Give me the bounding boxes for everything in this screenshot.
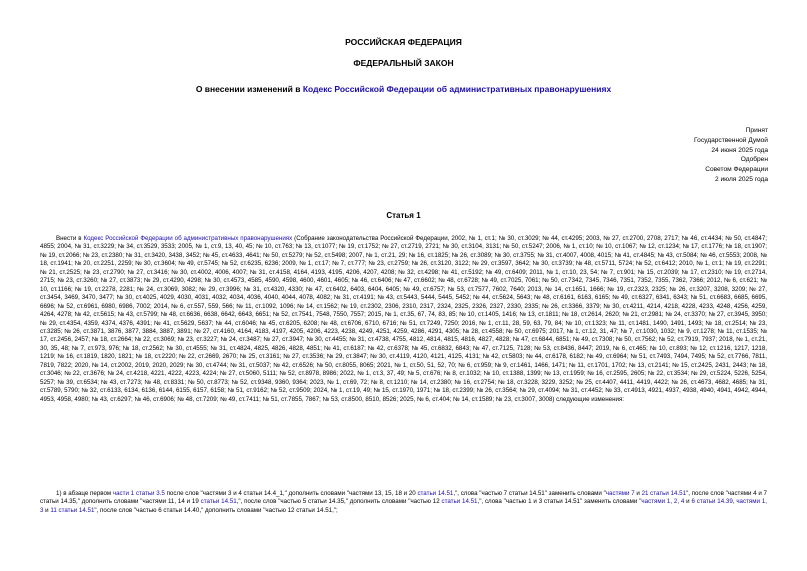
amendment-text: ,", слова "частью 1 и 3 статьи 14.51" заменить словами " [477,498,642,506]
adoption-line-2: Государственной Думой [694,136,768,144]
intro-text: (Собрание законодательства Российской Федерации, 2002, № 1, ст.1; № 30, ст.3029; № 44, ст.4295; 2003, № 27, ст.2700, 2708, 2717; № 46, ст.4434; № 50, ст.4847; 4855; 2004, № 31, ст.3229; № 34, ст.3529, 3533; 2005, № 1, ст.9, 13, 40, 45; № 10, ст.763; № 13, ст.1077; № 19, ст.1752; № 27, ст.2719, 2721; № 30, ст.3104, 3131; № 50, ст.5247; 2006, № 1, ст.10; № 10, ст.1067; № 12, ст.1234; № 17, ст.1776; № 18, ст.1907; № 19, ст.2066; № 23, ст.2380; № 31, ст.3420, 3438, 3452; № 45, ст.4633, 4641; № 50, ст.5279; № 52, ст.5498; 2007, № 1, ст.21, 29; № 16, ст.1825; № 26, ст.3089; № 30, ст.3755; № 31, ст.4007, 4008, 4015; № 41, ст.4845; № 43, ст.5084; № 46, ст.5553; 2008, № 18, ст.1941; № 20, ст.2251, 2259; № 30, ст.3604; № 49, ст.5745; № 52, ст.6235, 6236; 2009, № 1, ст.17; № 7, ст.777; № 23, ст.2759; № 26, ст.3120, 3122; № 29, ст.3597, 3642; № 30, ст.3739; № 48, ст.5711, 5724; № 52, ст.6412; 2010, № 1, ст.1; № 19, ст.2291; № 21, ст.2525; № 23, ст.2790; № 27, ст.3416; № 30, ст.4002, 4006, 4007; № 31, ст.4158, 4164, 4193, 4195, 4206, 4207, 4208; № 32, ст.4298; № 41, ст.5192; № 49, ст.6409; 2011, № 1, ст.10, 23, 54; № 7, ст.901; № 15, ст.2039; № 17, ст.2310; № 19, ст.2714, 2715; № 23, ст.3260; № 27, ст.3873; № 29, ст.4290, 4298; № 30, ст.4573, 4585, 4590, 4598, 4600, 4601, 4605; № 46, ст.6406; № 47, ст.6602; № 48, ст.6728; № 49, ст.7025, 7061; № 50, ст.7342, 7345, 7346, 7351, 7352, 7355, 7362, 7366; 2012, № 6, ст.621; № 10, ст.1166; № 19, ст.2278, 2281; № 24, ст.3069, 3082; № 29, ст.3996; № 31, ст.4320, 4330; № 47, ст.6402, 6403, 6404, 6405; № 49, ст.6757; № 53, ст.7577, 7602, 7640; 2013, № 14, ст.1651, 1666; № 19, ст.2323, 2325; № 26, ст.3207, 3208, 3209; № 27, ст.3454, 3469, 3470, 3477; № 30, ст.4025, 4029, 4030, 4031, 4032, 4034, 4036, 4040, 4044, 4078, 4082; № 31, ст.4191; № 43, ст.5443, 5444, 5445, 5452; № 44, ст.5624, 5643; № 48, ст.6161, 6163, 6165; № 49, ст.6327, 6341, 6343; № 51, ст.6683, 6685, 6695, 6696; № 52, ст.6961, 6980, 6986, 7002; 2014, № 6, ст.557, 559, 566; № 11, ст.1092, 1096; № 14, ст.1562; № 19, ст.2302, 2306, 2310, 2317, 2324, 2325, 2326, 2327, 2330, 2335; № 26, ст.3366, 3379; № 30, ст.4211, 4214, 4218, 4228, 4233, 4248, 4256, 4259, 4264, 4278; № 42, ст.5615; № 43, ст.5799; № 48, ст.6636, 6638, 6642, 6643, 6651; № 52, ст.7541, 7548, 7550, 7557; 2015, № 1, ст.35, 67, 74, 83, 85; № 10, ст.1405, 1416; № 13, ст.1811; № 18, ст.2614, 2620; № 21, ст.2981; № 24, ст.3370; № 27, ст.3945, 3950; № 29, ст.4354, 4359, 4374, 4376, 4391; № 41, ст.5629, 5637; № 44, ст.6046; № 45, ст.6205, 6208; № 48, ст.6706, 6710, 6716; № 51, ст.7249, 7250; 2016, № 1, ст.11, 28, 59, 63, 79, 84; № 10, ст.1323; № 11, ст.1481, 1490, 1491, 1493; № 18, ст.2514; № 23, ст.3285; № 26, ст.3871, 3876, 3877, 3884, 3887, 3891; № 27, ст.4160, 4164, 4183, 4197, 4205, 4206, 4223, 4238, 4249, 4251, 4259, 4286, 4291, 4305; № 28, ст.4558; № 50, ст.6975; 2017, № 1, ст.12, 31, 47; № 7, ст.1030, 1032; № 9, ст.1278; № 11, ст.1535; № 17, ст.2456, 2457; № 18, ст.2664; № 22, ст.3069; № 23, ст.3227; № 24, ст.3487; № 27, ст.3947; № 30, ст.4455; № 31, ст.4738, 4755, 4812, 4814, 4815, 4816, 4827, 4828; № 47, ст.6844, 6851; № 49, ст.7308; № 50, ст.7562; № 52, ст.7919, 7937; 2018, № 1, ст.21, 30, 35, 48; № 7, ст.973, 976; № 18, ст.2562; № 30, ст.4555; № 31, ст.4824, 4825, 4826, 4828, 4851; № 41, ст.6187; № 42, ст.6378; № 45, ст.6832, 6843; № 47, ст.7125, 7128; № 53, ст.8436, 8447; 2019, № 6, ст.465; № 10, ст.893; № 12, ст.1216, 1217, 1218, 1219; № 16, ст.1819, 1820, 1821; № 18, ст.2220; № 22, ст.2669, 2670; № 25, ст.3161; № 27, ст.3536; № 29, ст.3847; № 30, ст.4119, 4120, 4121, 4125, 4131; № 42, ст.5803; № 44, ст.6178, 6182; № 49, ст.6964; № 51, ст.7493, 7494, 7495; № 52, ст.7766, 7811, 7819, 7822; 2020, № 14, ст.2002, 2019, 2020, 2029; № 30, ст.4744; № 31, ст.5037; № 42, ст.6526; № 50, ст.8055, 8065; 2021, № 1, ст.50, 51, 52, 70; № 6, ст.959; № 9, ст.1461, 1466, 1471; № 11, ст.1701, 1702; № 13, ст.2141; № 15, ст.2425, 2431, 2443; № 18, ст.3046; № 22, ст.3676; № 24, ст.4218, 4221, 4222, 4223, 4224; № 27, ст.5060, 5111; № 52, ст.8978, 8986; 2022, № 1, ст.3, 37, 49; № 5, ст.676; № 8, ст.1032; № 10, ст.1388, 1399; № 13, ст.1959; № 16, ст.2595, 2605; № 22, ст.3534; № 29, ст.5224, 5226, 5254, 5257; № 39, ст.6534; № 43, ст.7273; № 48, ст.8331; № 50, ст.8773; № 52, ст.9348, 9360, 9364; 2023, № 1, ст.69, 72; № 8, ст.1210; № 14, ст.2380; № 16, ст.2754; № 18, ст.3228, 3229, 3252; № 25, ст.4407, 4411, 4419, 4422; № 26, ст.4673, 4682, 4685; № 31, ст.5789, 5790; № 32, ст.6133, 6134, 6136, 6144, 6155, 6157, 6158; № 51, ст.9162; № 52, ст.9509; 2024, № 1, ст.19, 49; № 15, ст.1970, 1971; № 18, ст.2399; № 26, ст.3564; № 29, ст.4094; № 31, ст.4452; № 33, ст.4913, 4921, 4937, 4938, 4940, 4941, 4942, 4944, 4953, 4958, 4980; № 43, ст.6297; № 46, ст.6906; № 48, ст.7209; № 49, ст.7411; № 51, ст.7855, 7867; № 53, ст.8500, 8510, 8526; 2025, № 6, ст.404; № 14, ст.1589; № 23, ст.3007, 3008) следующие изменения: [40,235,767,403]
amendment-link[interactable]: 11 статьи 14.51 [50,506,95,514]
amendment-text: ,", слова "частью 7 статьи 14.51" заменить словами " [453,490,606,497]
amendment-link[interactable]: статьи 14.51 [441,498,478,506]
amendment-text: после слов "частями 3 и 4 статьи 14.4_1," дополнить словами "частями 13, 15, 18 и 20 [164,490,418,497]
amendment-text: ", после слов "частью 6 статьи 14.40," дополнить словами "частью 12 статьи 14.51,"; [94,506,338,514]
amendment-link[interactable]: частями 1, 2, 4 [641,498,685,506]
article-heading: Статья 1 [386,211,421,220]
adoption-line-5: Советом Федерации [705,166,768,174]
amendment-link[interactable]: части 1 статьи 3.5 [112,490,165,497]
intro-code-link[interactable]: Кодекс Российской Федерации об административных правонарушениях [83,235,293,242]
law-title-code-link[interactable]: Кодекс Российской Федерации об административных правонарушениях [302,84,612,94]
amendment-link[interactable]: статьи 14.51 [417,490,454,497]
amendment-text: ,", после слов "частью 5 статьи 14.35," дополнить словами "частью 12 [236,498,442,506]
adoption-line-4: Одобрен [740,156,768,164]
amendment-link[interactable]: частями 1, 3 [40,498,767,514]
federation-heading: РОССИЙСКАЯ ФЕДЕРАЦИЯ [345,37,462,47]
amendment-1 [40,490,767,515]
law-title-prefix: О внесении изменений в [195,84,303,94]
amendment-link[interactable]: 21 статьи 14.51 [641,490,687,497]
amendment-text: и [634,490,642,497]
amendment-link[interactable]: статьи 14.51 [200,498,237,506]
adoption-line-3: 24 июня 2025 года [711,146,768,154]
adoption-line-6: 2 июля 2025 года [714,175,768,183]
amendment-link[interactable]: 6 статьи 14.39 [691,498,733,506]
amendment-text: ", после слов "частями 4 и 7 статьи 14.35," дополнить словами "частями 11, 14 и 19 [40,490,767,506]
amendment-text: , [732,498,737,506]
amendment-link[interactable]: частями 7 [605,490,635,497]
article-intro-paragraph [40,235,767,404]
law-title [0,84,807,94]
intro-prefix: Внести в [56,235,84,242]
adoption-line-1: Принят [745,127,768,134]
amendment-1-paragraph [40,490,767,515]
adoption-block [694,126,768,185]
law-type-heading: ФЕДЕРАЛЬНЫЙ ЗАКОН [353,58,454,68]
article-intro [40,235,767,404]
amendment-text: и [684,498,692,506]
amendment-text: и [43,506,51,514]
amendment-text: 1) в абзаце первом [56,490,113,497]
